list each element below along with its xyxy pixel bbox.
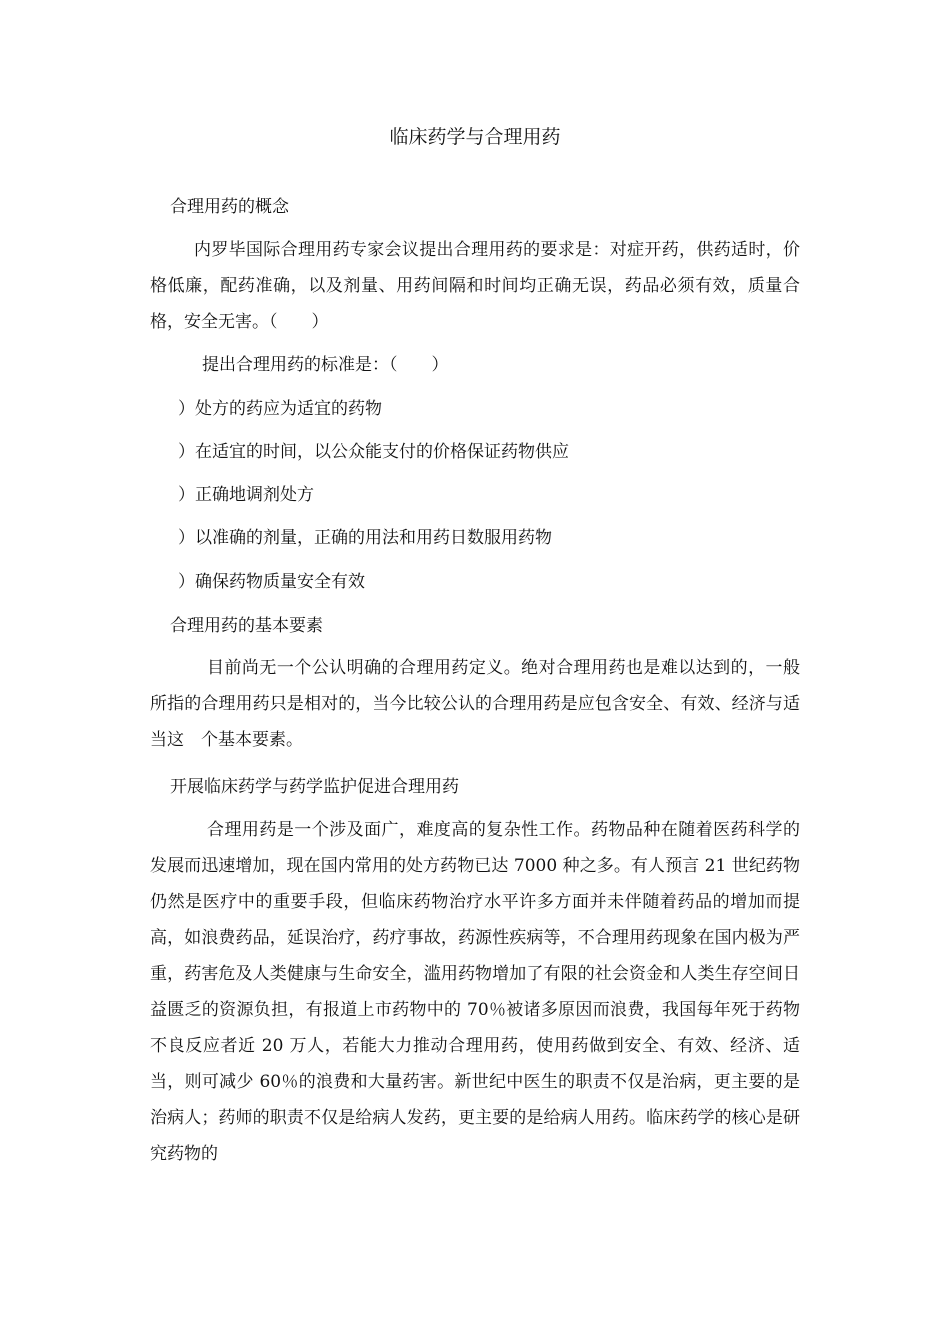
section-heading-clinical-pharmacy: 开展临床药学与药学监护促进合理用药 xyxy=(170,777,459,797)
section-heading-basic-elements: 合理用药的基本要素 xyxy=(170,616,323,636)
list-item: ）正确地调剂处方 xyxy=(178,485,314,505)
section-heading-concept: 合理用药的概念 xyxy=(170,197,289,217)
list-item: ）处方的药应为适宜的药物 xyxy=(178,399,382,419)
paragraph-basic-elements: 目前尚无一个公认明确的合理用药定义。绝对合理用药也是难以达到的，一般所指的合理用药只是相对的，当今比较公认的合理用药是应包含安全、有效、经济与适当这 个基本要素。 xyxy=(150,658,800,750)
document-title: 临床药学与合理用药 xyxy=(389,126,561,148)
paragraph-clinical-pharmacy: 合理用药是一个涉及面广，难度高的复杂性工作。药物品种在随着医药科学的发展而迅速增加，现在国内常用的处方药物已达 7000 种之多。有人预言 21 世纪药物仍然是医疗中的重要手段，但临床药物治疗水平许多方面并未伴随着药品的增加而提高，如浪费药品，延误治疗，药疗事故，药源性疾病等，不合理用药现象在国内极为严重，药害危及人类健康与生命安全，滥用药物增加了有限的社会资金和人类生存空间日益匮乏的资源负担，有报道上市药物中的 70％被诸多原因而浪费，我国每年死于药物不良反应者近 20 万人，若能大力推动合理用药，使用药做到安全、有效、经济、适当，则可减少 60％的浪费和大量药害。新世纪中医生的职责不仅是治病，更主要的是治病人；药师的职责不仅是给病人发药，更主要的是给病人用药。临床药学的核心是研究药物的 xyxy=(150,820,800,1164)
paragraph-standards-intro: 提出合理用药的标准是：（ ） xyxy=(202,355,449,375)
list-item: ）确保药物质量安全有效 xyxy=(178,572,365,592)
list-item: ）在适宜的时间，以公众能支付的价格保证药物供应 xyxy=(178,442,569,462)
list-item: ）以准确的剂量，正确的用法和用药日数服用药物 xyxy=(178,528,552,548)
paragraph-nairobi-requirements: 内罗毕国际合理用药专家会议提出合理用药的要求是：对症开药，供药适时，价格低廉，配药准确，以及剂量、用药间隔和时间均正确无误，药品必须有效，质量合格，安全无害。（ ） xyxy=(150,240,800,332)
